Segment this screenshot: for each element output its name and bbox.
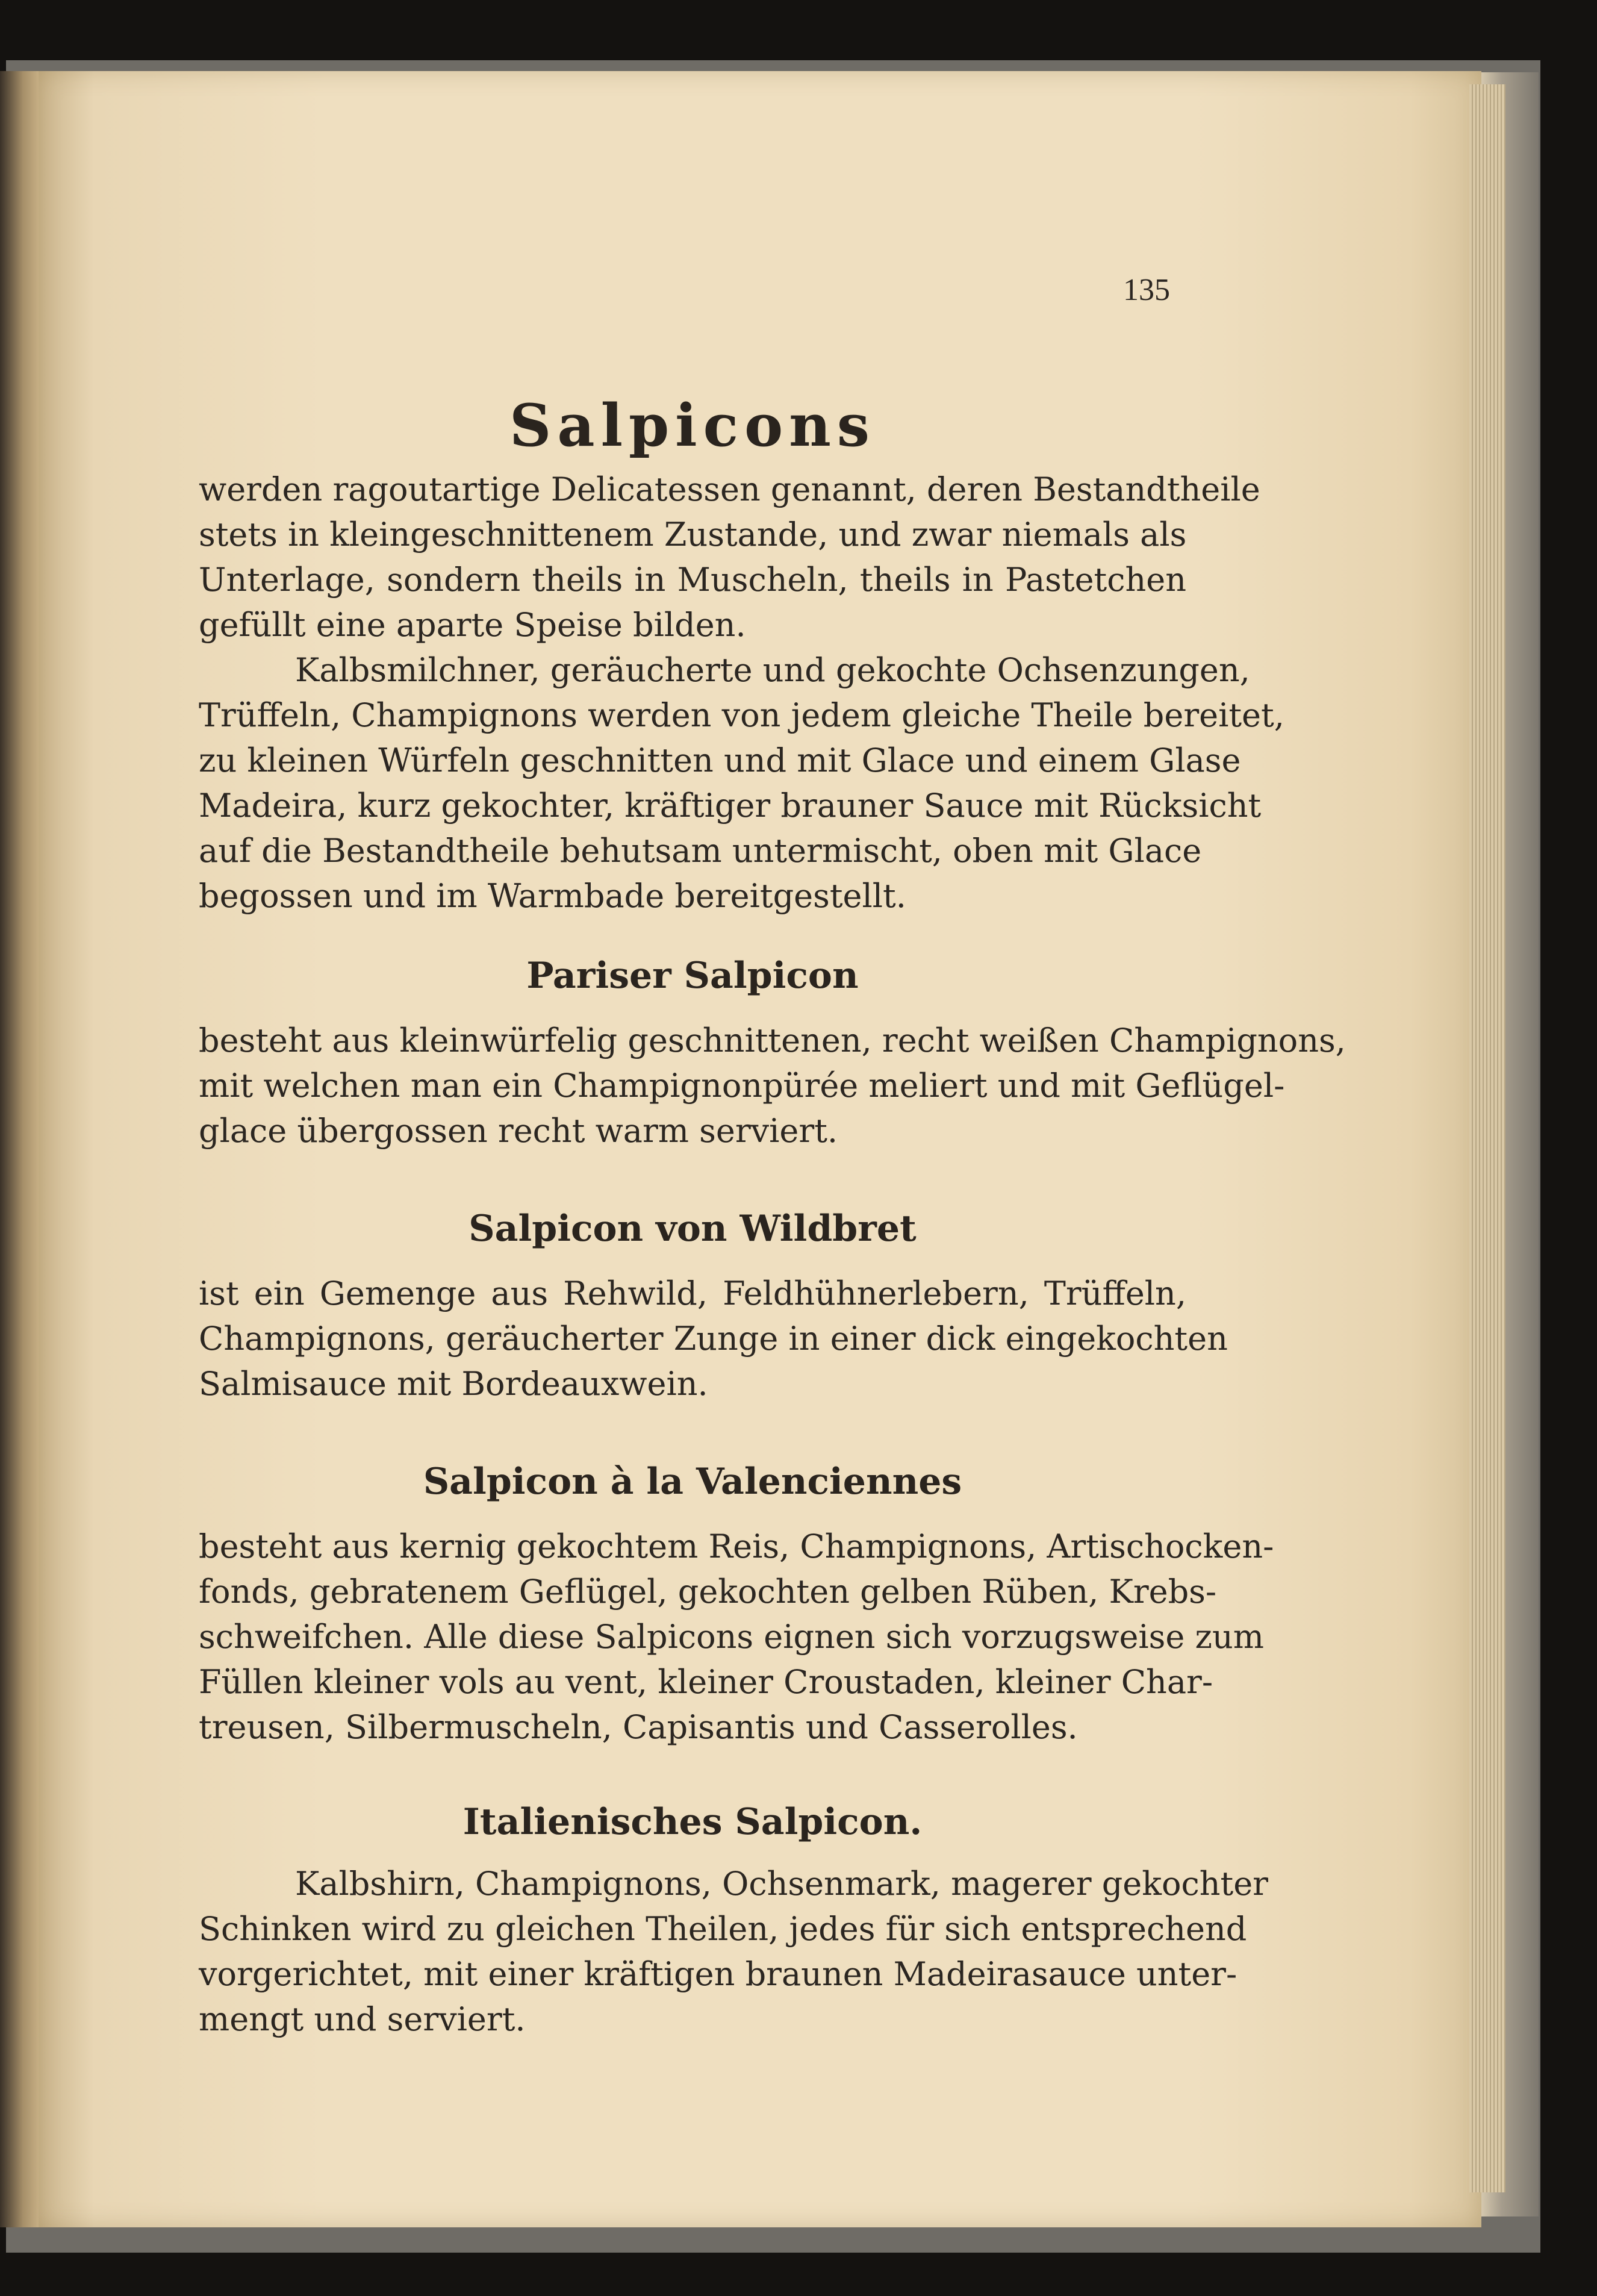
text-line: schweifchen. Alle diese Salpicons eignen sich vorzugsweise zum	[199, 1618, 1264, 1656]
text-line: mengt und serviert.	[199, 2000, 526, 2038]
page-edges	[1469, 84, 1505, 2192]
section-paragraph	[199, 1524, 1274, 1750]
page-number: 135	[1123, 273, 1170, 307]
section-paragraph	[199, 1861, 1268, 2042]
intro-paragraph	[199, 467, 1260, 647]
section-paragraph	[199, 1271, 1228, 1406]
section-heading: Salpicon à la Valenciennes	[423, 1461, 962, 1503]
text-line: vorgerichtet, mit einer kräftigen braunen Madeirasauce unter-	[199, 1955, 1237, 1993]
text-line: stets in kleingeschnittenem Zustande, und zwar niemals als	[199, 516, 1187, 554]
text-line: Kalbshirn, Champignons, Ochsenmark, magerer gekochter	[295, 1865, 1268, 1903]
text-line: Trüffeln, Champignons werden von jedem gleiche Theile bereitet,	[199, 696, 1284, 734]
text-line: auf die Bestandtheile behutsam untermischt, oben mit Glace	[199, 832, 1202, 870]
text-line: Unterlage, sondern theils in Muscheln, theils in Pastetchen	[199, 561, 1186, 599]
intro-paragraph-2	[199, 647, 1284, 919]
text-line: Füllen kleiner vols au vent, kleiner Croustaden, kleiner Char-	[199, 1663, 1213, 1701]
text-line: ist ein Gemenge aus Rehwild, Feldhühnerlebern, Trüffeln,	[199, 1274, 1186, 1312]
page-title: Salpicons	[509, 392, 876, 460]
text-line: Kalbsmilchner, geräucherte und gekochte Ochsenzungen,	[295, 651, 1250, 689]
text-line: Champignons, geräucherter Zunge in einer dick eingekochten	[199, 1320, 1228, 1358]
text-line: treusen, Silbermuscheln, Capisantis und Casserolles.	[199, 1708, 1078, 1746]
text-line: zu kleinen Würfeln geschnitten und mit Glace und einem Glase	[199, 741, 1241, 779]
text-line: besteht aus kleinwürfelig geschnittenen, recht weißen Champignons,	[199, 1022, 1346, 1059]
text-line: werden ragoutartige Delicatessen genannt, deren Bestandtheile	[199, 470, 1260, 508]
text-line: Salmisauce mit Bordeauxwein.	[199, 1365, 708, 1403]
text-line: glace übergossen recht warm serviert.	[199, 1112, 838, 1150]
text-line: Madeira, kurz gekochter, kräftiger brauner Sauce mit Rücksicht	[199, 787, 1262, 825]
section-paragraph	[199, 1018, 1346, 1153]
section-heading: Salpicon von Wildbret	[469, 1208, 917, 1250]
facing-page-edge	[0, 71, 39, 2227]
text-line: gefüllt eine aparte Speise bilden.	[199, 606, 746, 644]
text-line: fonds, gebratenem Geflügel, gekochten gelben Rüben, Krebs-	[199, 1573, 1217, 1611]
text-line: besteht aus kernig gekochtem Reis, Champignons, Artischocken-	[199, 1527, 1274, 1565]
text-line: Schinken wird zu gleichen Theilen, jedes für sich entsprechend	[199, 1910, 1247, 1948]
section-heading: Italienisches Salpicon.	[462, 1801, 923, 1843]
section-heading: Pariser Salpicon	[526, 955, 859, 997]
text-line: begossen und im Warmbade bereitgestellt.	[199, 877, 906, 915]
text-line: mit welchen man ein Champignonpürée meliert und mit Geflügel-	[199, 1067, 1285, 1105]
